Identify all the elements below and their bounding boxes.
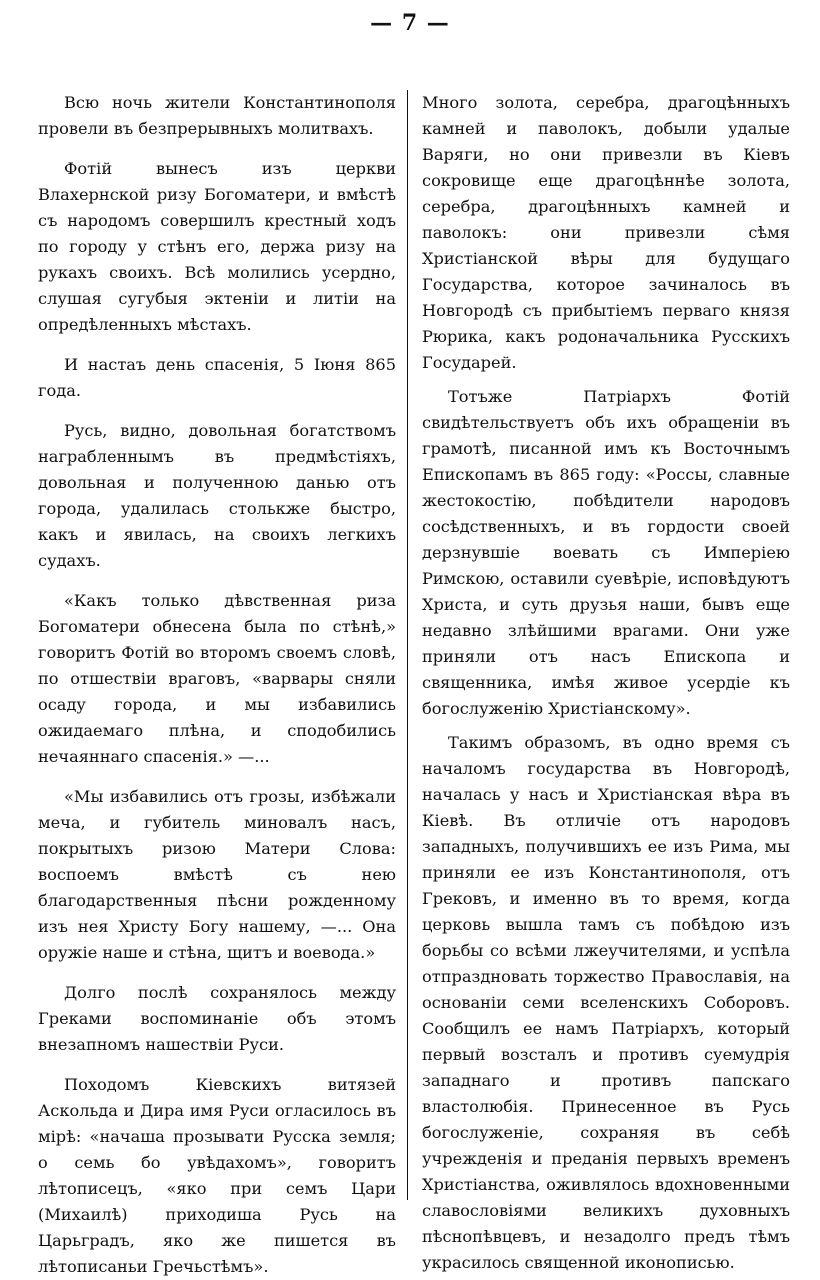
paragraph: Долго послѣ сохранялось между Греками воспоминаніе объ этомъ внезапномъ нашествіи Руси. — [38, 983, 396, 1054]
paragraph: Много золота, серебра, драгоцѣнныхъ камней и паволокъ, добыли удалые Варяги, но они привезли въ Кіевъ сокровище еще драгоцѣннѣе золота, серебра, драгоцѣнныхъ камней и паволокъ: они привезли сѣмя Христіанской вѣры для будущаго Государства, которое зачиналось въ Новгородѣ съ прибытіемъ перваго князя Рюрика, какъ родоначальника Русскихъ Государей. — [422, 93, 790, 372]
right-column — [422, 90, 790, 1272]
column-divider — [407, 90, 408, 1200]
paragraph: И настаъ день спасенія, 5 Іюня 865 года. — [38, 355, 396, 400]
paragraph: «Мы избавились отъ грозы, избѣжали меча, и губитель миновалъ насъ, покрытыхъ ризою Матери Слова: воспоемъ вмѣстѣ съ нею благодарственныя пѣсни рожденному изъ нея Христу Богу нашему, —... Она оружіе наше и стѣна, щитъ и воевода.» — [38, 787, 396, 962]
paragraph: Всю ночь жители Константинополя провели въ безпрерывныхъ молитвахъ. — [38, 93, 396, 138]
paragraph: Такимъ образомъ, въ одно время съ началомъ государства въ Новгородѣ, началась у насъ и Христіанская вѣра въ Кіевѣ. Въ отличіе отъ народовъ западныхъ, получившихъ ее изъ Рима, мы приняли ее изъ Константинополя, отъ Грековъ, и именно въ то время, когда церковь вышла тамъ съ побѣдою изъ борьбы со всѣми лжеучителями, и успѣла отпраздновать торжество Православія, на основаніи семи вселенскихъ Соборовъ. Сообщилъ ее намъ Патріархъ, который первый возсталъ и противъ суемудрія западнаго и противъ папскаго властолюбія. Принесенное въ Русь богослуженіе, сохраняя въ себѣ учрежденія и преданія первыхъ временъ Христіанства, оживлялось вдохновенными славословіями великихъ духовныхъ пѣснопѣвцевъ, и незадолго предъ тѣмъ украсилось священной иконописью. — [422, 733, 790, 1272]
paragraph: Тотъже Патріархъ Фотій свидѣтельствуетъ объ ихъ обращеніи въ грамотѣ, писанной имъ къ Восточнымъ Епископамъ въ 865 году: «Россы, славные жестокостію, побѣдители народовъ сосѣдственныхъ, и въ гордости своей дерзнувшіе воевать съ Имперіею Римскою, оставили суевѣріе, исповѣдуютъ Христа, и суть друзья наши, бывъ еще недавно злѣйшими врагами. Они уже приняли отъ насъ Епископа и священника, имѣя живое усердіе къ богослуженію Христіанскому». — [422, 387, 790, 718]
paragraph: «Какъ только дѣвственная риза Богоматери обнесена была по стѣнѣ,» говоритъ Фотій во второмъ своемъ словѣ, по отшествіи враговъ, «варвары сняли осаду города, и мы избавились ожидаемаго плѣна, и сподобились нечаяннаго спасенія.» —... — [38, 591, 396, 766]
left-column — [38, 90, 396, 1276]
page-number: — 7 — — [370, 10, 450, 36]
paragraph: Фотій вынесъ изъ церкви Влахернской ризу Богоматери, и вмѣстѣ съ народомъ совершилъ крестный ходъ по городу у стѣнъ его, держа ризу на рукахъ своихъ. Всѣ молились усердно, слушая сугубыя эктеніи и литіи на опредѣленныхъ мѣстахъ. — [38, 159, 396, 334]
paragraph: Походомъ Кіевскихъ витязей Аскольда и Дира имя Руси огласилось въ мірѣ: «начаша прозывати Русска земля; о семь бо увѣдахомъ», говоритъ лѣтописецъ, «яко при семъ Цари (Михаилѣ) приходиша Русь на Царьградъ, яко же пишется въ лѣтописаньи Гречьстѣмъ». — [38, 1075, 396, 1276]
paragraph: Русь, видно, довольная богатствомъ награбленнымъ въ предмѣстіяхъ, довольная и полученною данью отъ города, удалилась столькже быстро, какъ и явилась, на своихъ легкихъ судахъ. — [38, 421, 396, 570]
